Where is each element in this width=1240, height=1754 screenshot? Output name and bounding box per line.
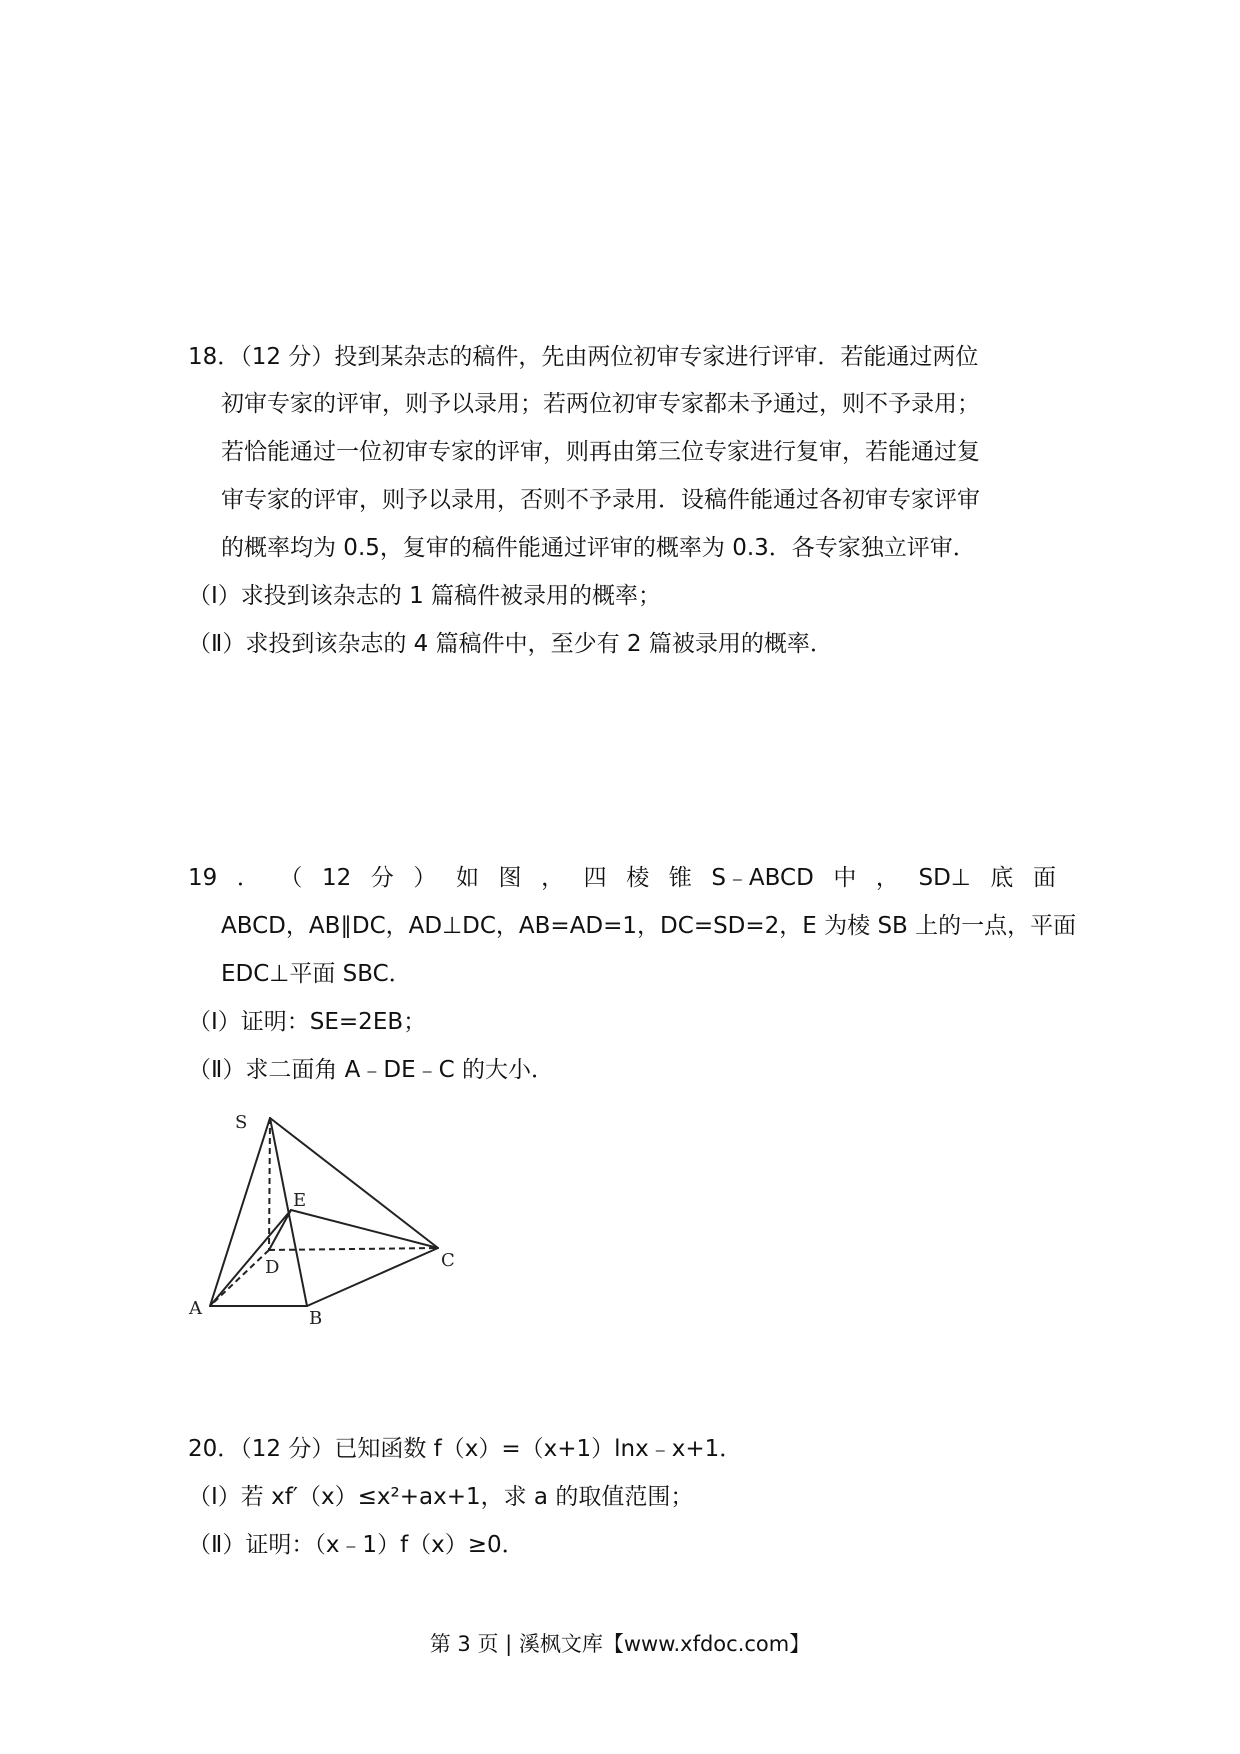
q19-line-1 (188, 863, 1056, 893)
q19-token: 四 (583, 865, 607, 891)
q18-line-1: 18．（12 分）投到某杂志的稿件，先由两位初审专家进行评审．若能通过两位 (188, 344, 979, 370)
q18-line-5: 的概率均为 0.5，复审的稿件能通过评审的概率为 0.3．各专家独立评审． (221, 535, 976, 561)
q19-token: ， (875, 865, 899, 891)
q18-line-4: 审专家的评审，则予以录用，否则不予录用．设稿件能通过各初审专家评审 (221, 487, 980, 513)
q20-part-2: （Ⅱ）证明：（x﹣1）f（x）≥0． (188, 1532, 525, 1558)
q19-token: S﹣ABCD (711, 865, 814, 891)
q19-token: SD⊥ (918, 865, 971, 891)
q18-line-2: 初审专家的评审，则予以录用；若两位初审专家都未予通过，则不予录用； (221, 391, 980, 417)
q18-part-1: （Ⅰ）求投到该杂志的 1 篇稿件被录用的概率； (188, 583, 662, 609)
q19-token: ． (236, 865, 260, 891)
segment-EC (291, 1210, 438, 1248)
edge-BC (307, 1248, 438, 1306)
edge-DC-hidden (269, 1248, 438, 1250)
label-S: S (235, 1112, 248, 1133)
q19-token: 分 (370, 865, 394, 891)
q19-token: （ (279, 865, 303, 891)
q19-token: 底 (990, 865, 1014, 891)
q19-token: ， (541, 865, 565, 891)
edge-SD-hidden (269, 1118, 270, 1250)
label-D: D (265, 1257, 280, 1278)
q20-line-1: 20．（12 分）已知函数 f（x）=（x+1）lnx﹣x+1． (188, 1436, 743, 1462)
pyramid-figure (185, 1108, 475, 1330)
q19-token: 图 (498, 865, 522, 891)
page-footer: 第 3 页 | 溪枫文库【www.xfdoc.com】 (429, 1632, 811, 1656)
q19-token: 棱 (626, 865, 650, 891)
q20-part-1: （Ⅰ）若 xf′（x）≤x²+ax+1，求 a 的取值范围； (188, 1484, 694, 1510)
label-C: C (441, 1250, 455, 1271)
q19-line-2: ABCD，AB∥DC，AD⊥DC，AB=AD=1，DC=SD=2，E 为棱 SB 上的一点，平面 (221, 913, 1077, 939)
q19-token: 19 (188, 865, 218, 891)
q19-token: ） (413, 865, 437, 891)
q19-token: 面 (1032, 865, 1056, 891)
q19-token: 中 (833, 865, 857, 891)
q19-line-3: EDC⊥平面 SBC． (221, 961, 412, 987)
q19-token: 12 (321, 865, 352, 891)
label-E: E (293, 1190, 307, 1211)
label-B: B (309, 1308, 323, 1329)
pyramid-diagram (185, 1108, 475, 1330)
edge-SC (270, 1118, 438, 1248)
q18-part-2: （Ⅱ）求投到该杂志的 4 篇稿件中，至少有 2 篇被录用的概率． (188, 631, 833, 657)
segment-ED (269, 1210, 291, 1250)
q18-line-3: 若恰能通过一位初审专家的评审，则再由第三位专家进行复审，若能通过复 (221, 439, 980, 465)
q19-token: 锥 (668, 865, 692, 891)
q19-token: 如 (455, 865, 479, 891)
q19-part-2: （Ⅱ）求二面角 A﹣DE﹣C 的大小． (188, 1057, 554, 1083)
q19-part-1: （Ⅰ）证明：SE=2EB； (188, 1009, 427, 1035)
label-A: A (189, 1298, 202, 1319)
